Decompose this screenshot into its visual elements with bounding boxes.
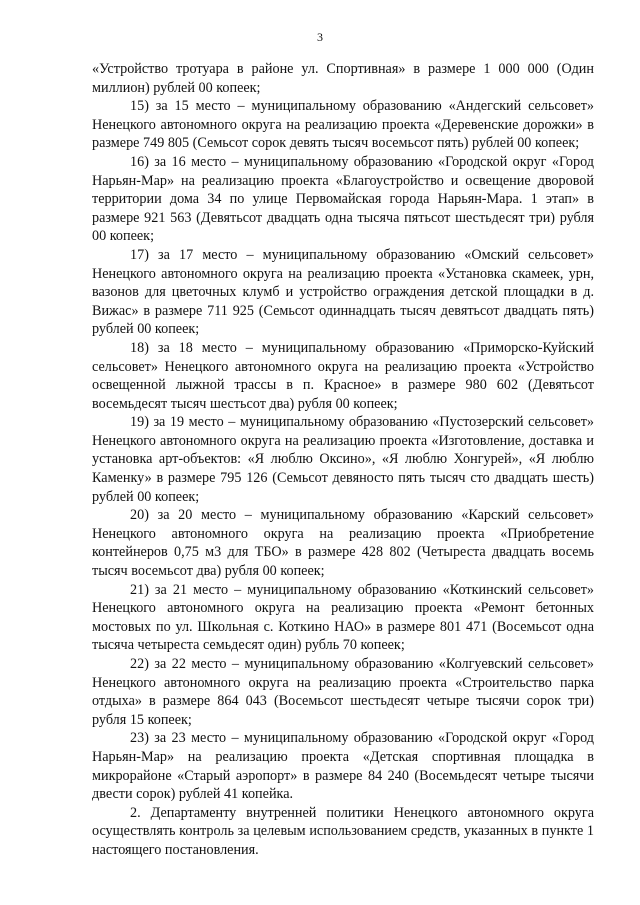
paragraph-item-17: 17) за 17 место – муниципальному образованию «Омский сельсовет» Ненецкого автономного округа на реализацию проекта «Установка скамеек, урн, вазонов для цветочных клумб и устройство ограждения детской площадки в д. Вижас» в размере 711 925 (Семьсот одиннадцать тысяч девятьсот двадцать пять) рублей 00 копеек;	[92, 246, 594, 338]
paragraph-item-15: 15) за 15 место – муниципальному образованию «Андегский сельсовет» Ненецкого автономного округа на реализацию проекта «Деревенские дорожки» в размере 749 805 (Семьсот сорок девять тысяч восемьсот пять) рублей 00 копеек;	[92, 98, 594, 152]
paragraph-item-19: 19) за 19 место – муниципальному образованию «Пустозерский сельсовет» Ненецкого автономного округа на реализацию проекта «Изготовление, доставка и установка арт-объектов: «Я люблю Оксино», «Я люблю Хонгурей», «Я люблю Каменку» в размере 795 126 (Семьсот девяносто пять тысяч сто двадцать шесть) рублей 00 копеек;	[92, 414, 594, 505]
paragraph-point-2: 2. Департаменту внутренней политики Ненецкого автономного округа осуществлять контроль за целевым использованием средств, указанных в пункте 1 настоящего постановления.	[92, 804, 594, 858]
paragraph-item-21: 21) за 21 место – муниципальному образованию «Коткинский сельсовет» Ненецкого автономного округа на реализацию проекта «Ремонт бетонных мостовых по ул. Школьная с. Коткино НАО» в размере 801 471 (Восемьсот одна тысяча четыреста семьдесят один) рубль 70 копеек;	[92, 581, 594, 654]
paragraph-item-16: 16) за 16 место – муниципальному образованию «Городской округ «Город Нарьян-Мар» на реализацию проекта «Благоустройство и освещение дворовой территории дома 34 по улице Первомайская города Нарьян-Мара. 1 этап» в размере 921 563 (Девятьсот двадцать одна тысяча пятьсот шестьдесят три) рубля 00 копеек;	[92, 153, 594, 245]
page-number: 3	[317, 30, 323, 44]
paragraph-item-20: 20) за 20 место – муниципальному образованию «Карский сельсовет» Ненецкого автономного округа на реализацию проекта «Приобретение контейнеров 0,75 м3 для ТБО» в размере 428 802 (Четыреста двадцать восемь тысяч восемьсот два) рубля 00 копеек;	[92, 507, 594, 580]
paragraph-item-23: 23) за 23 место – муниципальному образованию «Городской округ «Город Нарьян-Мар» на реализацию проекта «Детская спортивная площадка в микрорайоне «Старый аэропорт» в размере 84 240 (Восемьдесят четыре тысячи двести сорок) рублей 41 копейка.	[92, 730, 594, 803]
paragraph-continuation: «Устройство тротуара в районе ул. Спортивная» в размере 1 000 000 (Один миллион) рублей 00 копеек;	[92, 61, 594, 96]
paragraph-item-18: 18) за 18 место – муниципальному образованию «Приморско-Куйский сельсовет» Ненецкого автономного округа на реализацию проекта «Устройство освещенной лыжной трассы в п. Красное» в размере 980 602 (Девятьсот восемьдесят тысяч шестьсот два) рубля 00 копеек;	[92, 339, 594, 412]
paragraph-item-22: 22) за 22 место – муниципальному образованию «Колгуевский сельсовет» Ненецкого автономного округа на реализацию проекта «Строительство парка отдыха» в размере 864 043 (Восемьсот шестьдесят четыре тысячи сорок три) рубля 15 копеек;	[92, 656, 594, 728]
document-body	[92, 60, 594, 860]
